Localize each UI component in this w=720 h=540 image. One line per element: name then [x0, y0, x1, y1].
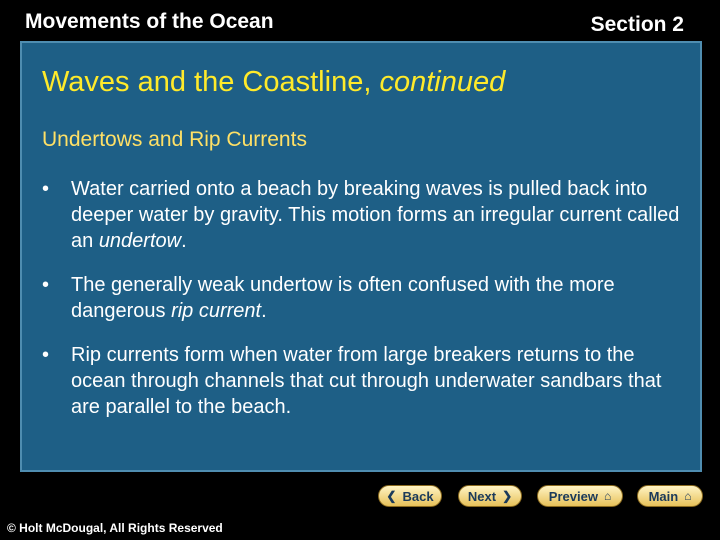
- chevron-right-icon: ❯: [502, 489, 513, 503]
- chapter-title: Movements of the Ocean: [25, 10, 274, 33]
- bullet-text: Rip currents form when water from large breakers returns to the ocean through channels that cut through underwater sandbars that are parallel to the beach.: [71, 344, 662, 418]
- back-button[interactable]: [378, 485, 442, 507]
- chevron-left-icon: ❮: [386, 489, 397, 503]
- bullet-list: [42, 176, 682, 438]
- bullet-item: [42, 342, 682, 420]
- home-icon: ⌂: [603, 489, 612, 503]
- slide-title: [42, 66, 505, 99]
- bullet-italic-term: rip current: [171, 300, 262, 322]
- bullet-text: Water carried onto a beach by breaking waves is pulled back into deeper water by gravity. This motion forms an irregular current called an: [71, 178, 680, 252]
- bullet-text: The generally weak undertow is often confused with the more dangerous: [71, 274, 615, 322]
- bullet-item: [42, 176, 682, 254]
- section-label: Section 2: [590, 13, 684, 36]
- main-label: Main: [648, 488, 679, 504]
- next-button[interactable]: [458, 485, 522, 507]
- home-icon: ⌂: [684, 489, 692, 503]
- slide-title-continued: continued: [379, 66, 506, 98]
- main-button[interactable]: [637, 485, 703, 507]
- bullet-item: [42, 272, 682, 324]
- preview-label: Preview: [548, 488, 598, 504]
- bullet-dot: •: [42, 178, 50, 200]
- bullet-dot: •: [42, 274, 50, 296]
- bullet-text-end: .: [261, 300, 267, 322]
- preview-button[interactable]: [537, 485, 623, 507]
- bullet-dot: •: [42, 344, 50, 366]
- back-label: Back: [402, 488, 434, 504]
- next-label: Next: [467, 488, 497, 504]
- bullet-text-end: .: [181, 230, 187, 252]
- copyright-footer: © Holt McDougal, All Rights Reserved: [7, 521, 223, 535]
- slide-title-main: Waves and the Coastline,: [42, 66, 372, 98]
- bullet-italic-term: undertow: [98, 230, 182, 252]
- slide-subtitle: Undertows and Rip Currents: [42, 128, 307, 151]
